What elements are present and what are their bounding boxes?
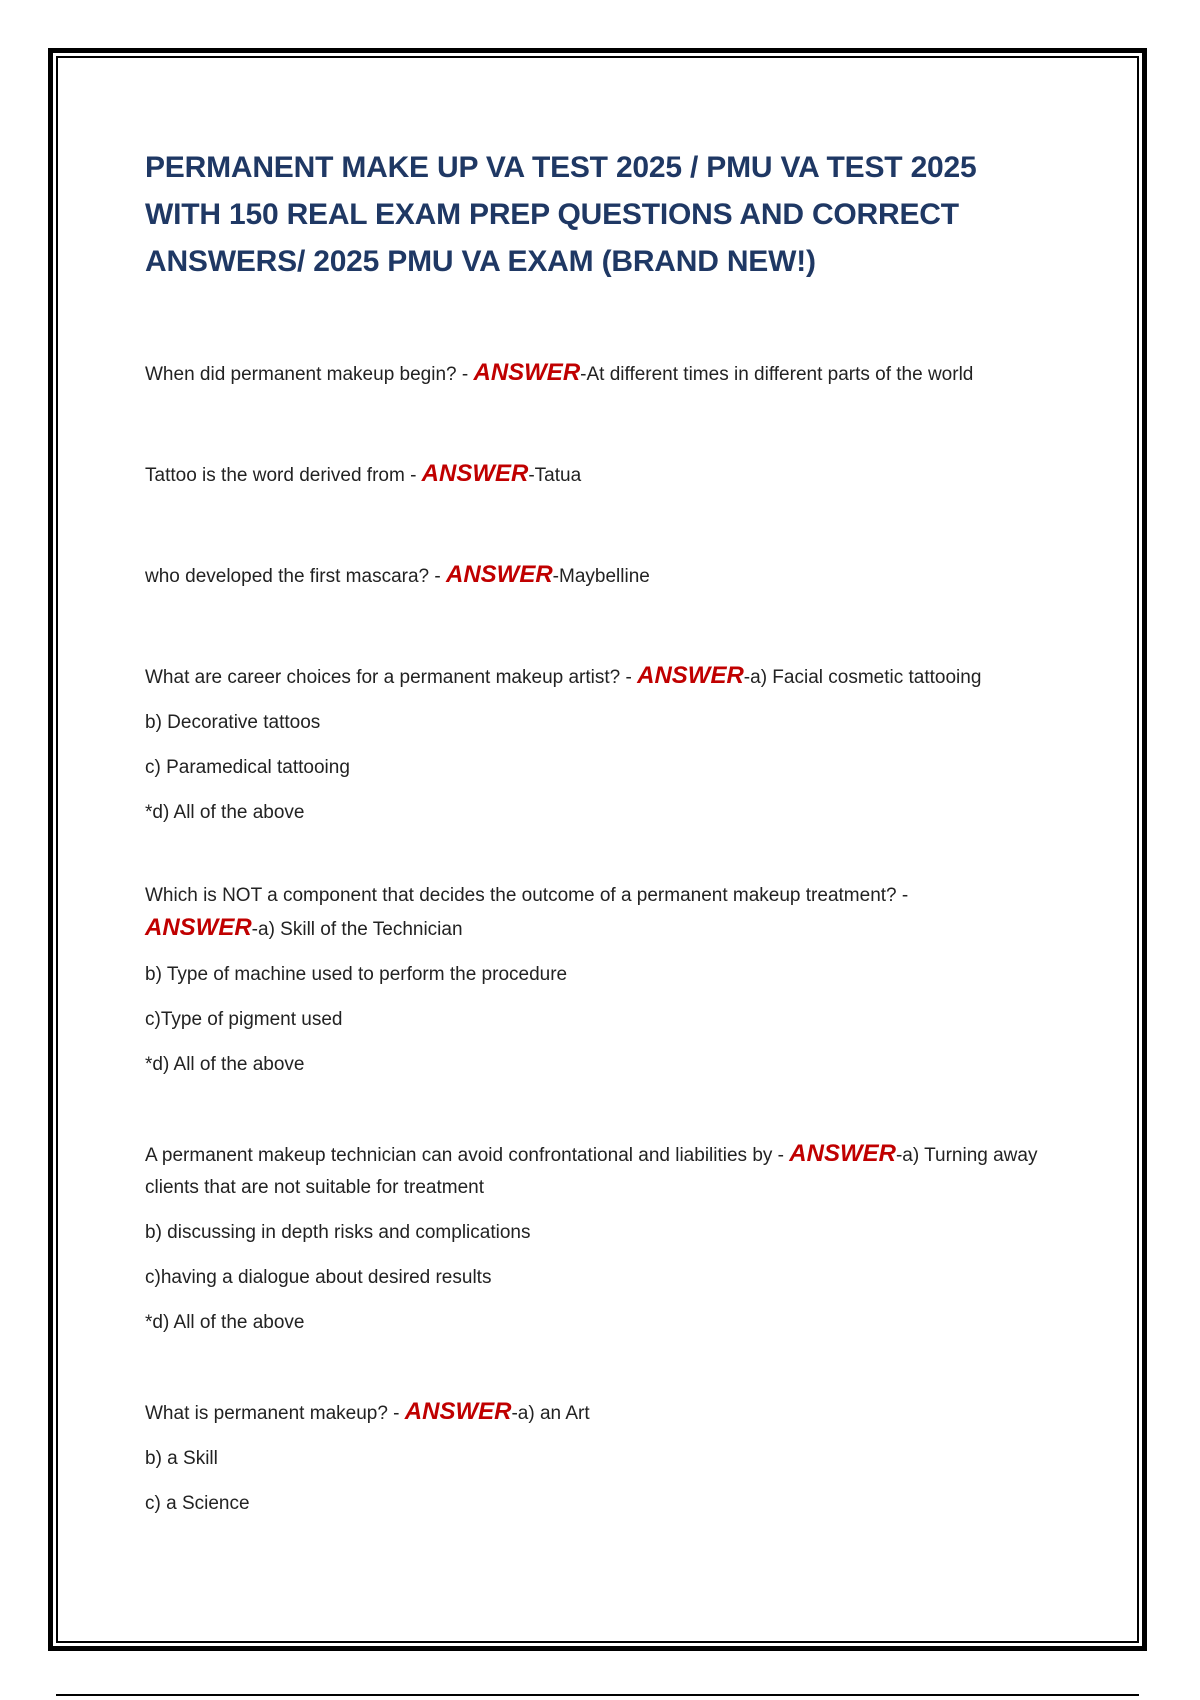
question-line (145, 660, 1045, 694)
answer-label: ANSWER (446, 561, 553, 588)
answer-option: *d) All of the above (145, 1054, 305, 1075)
answer-label: ANSWER (421, 460, 529, 487)
question-line (145, 880, 1045, 946)
answer-label: ANSWER (789, 1140, 896, 1167)
question-text: Tattoo is the word derived from - (145, 465, 417, 486)
question-line (145, 1396, 1045, 1430)
answer-label: ANSWER (473, 359, 581, 386)
question-line (145, 458, 1045, 492)
question-text: Which is NOT a component that decides the outcome of a permanent makeup treatment? - (145, 885, 909, 906)
answer-option: c) Paramedical tattooing (145, 757, 350, 778)
answer-text: -a) an Art (511, 1403, 590, 1424)
qa-item (145, 1138, 1045, 1339)
answer-option: c)having a dialogue about desired results (145, 1267, 492, 1288)
document-body (145, 144, 1045, 1520)
document-title: PERMANENT MAKE UP VA TEST 2025 / PMU VA TEST 2025 WITH 150 REAL EXAM PREP QUESTIONS AND CORRECT ANSWERS/ 2025 PMU VA EXAM (BRAND NEW!) (145, 151, 977, 278)
qa-item (145, 880, 1045, 1081)
qa-item (145, 660, 1045, 829)
answer-text: -Tatua (528, 465, 582, 486)
question-text: A permanent makeup technician can avoid confrontational and liabilities by - (145, 1145, 784, 1166)
answer-text: -a) Turning away clients that are not suitable for treatment (145, 1145, 1038, 1198)
question-text: When did permanent makeup begin? - (145, 364, 469, 385)
answer-text: -At different times in different parts of the world (580, 364, 974, 385)
question-text: who developed the first mascara? - (145, 566, 441, 587)
answer-option: *d) All of the above (145, 1312, 305, 1333)
question-line (145, 1138, 1045, 1204)
question-line (145, 357, 1045, 391)
answer-text: -a) Facial cosmetic tattooing (743, 667, 982, 688)
qa-item (145, 1396, 1045, 1520)
answer-option: b) a Skill (145, 1448, 218, 1469)
answer-label: ANSWER (145, 914, 252, 941)
answer-text: -Maybelline (552, 566, 650, 587)
question-text: What is permanent makeup? - (145, 1403, 400, 1424)
answer-text: -a) Skill of the Technician (251, 919, 463, 940)
answer-option: c) a Science (145, 1493, 250, 1514)
answer-label: ANSWER (637, 662, 744, 689)
qa-item (145, 458, 1045, 492)
answer-option: b) Decorative tattoos (145, 712, 321, 733)
question-text: What are career choices for a permanent makeup artist? - (145, 667, 632, 688)
answer-option: *d) All of the above (145, 802, 305, 823)
qa-item (145, 559, 1045, 593)
answer-option: b) Type of machine used to perform the procedure (145, 964, 568, 985)
question-line (145, 559, 1045, 593)
qa-item (145, 357, 1045, 391)
bottom-rule (56, 1694, 1139, 1696)
answer-option: b) discussing in depth risks and complications (145, 1222, 531, 1243)
answer-label: ANSWER (404, 1398, 512, 1425)
answer-option: c)Type of pigment used (145, 1009, 343, 1030)
